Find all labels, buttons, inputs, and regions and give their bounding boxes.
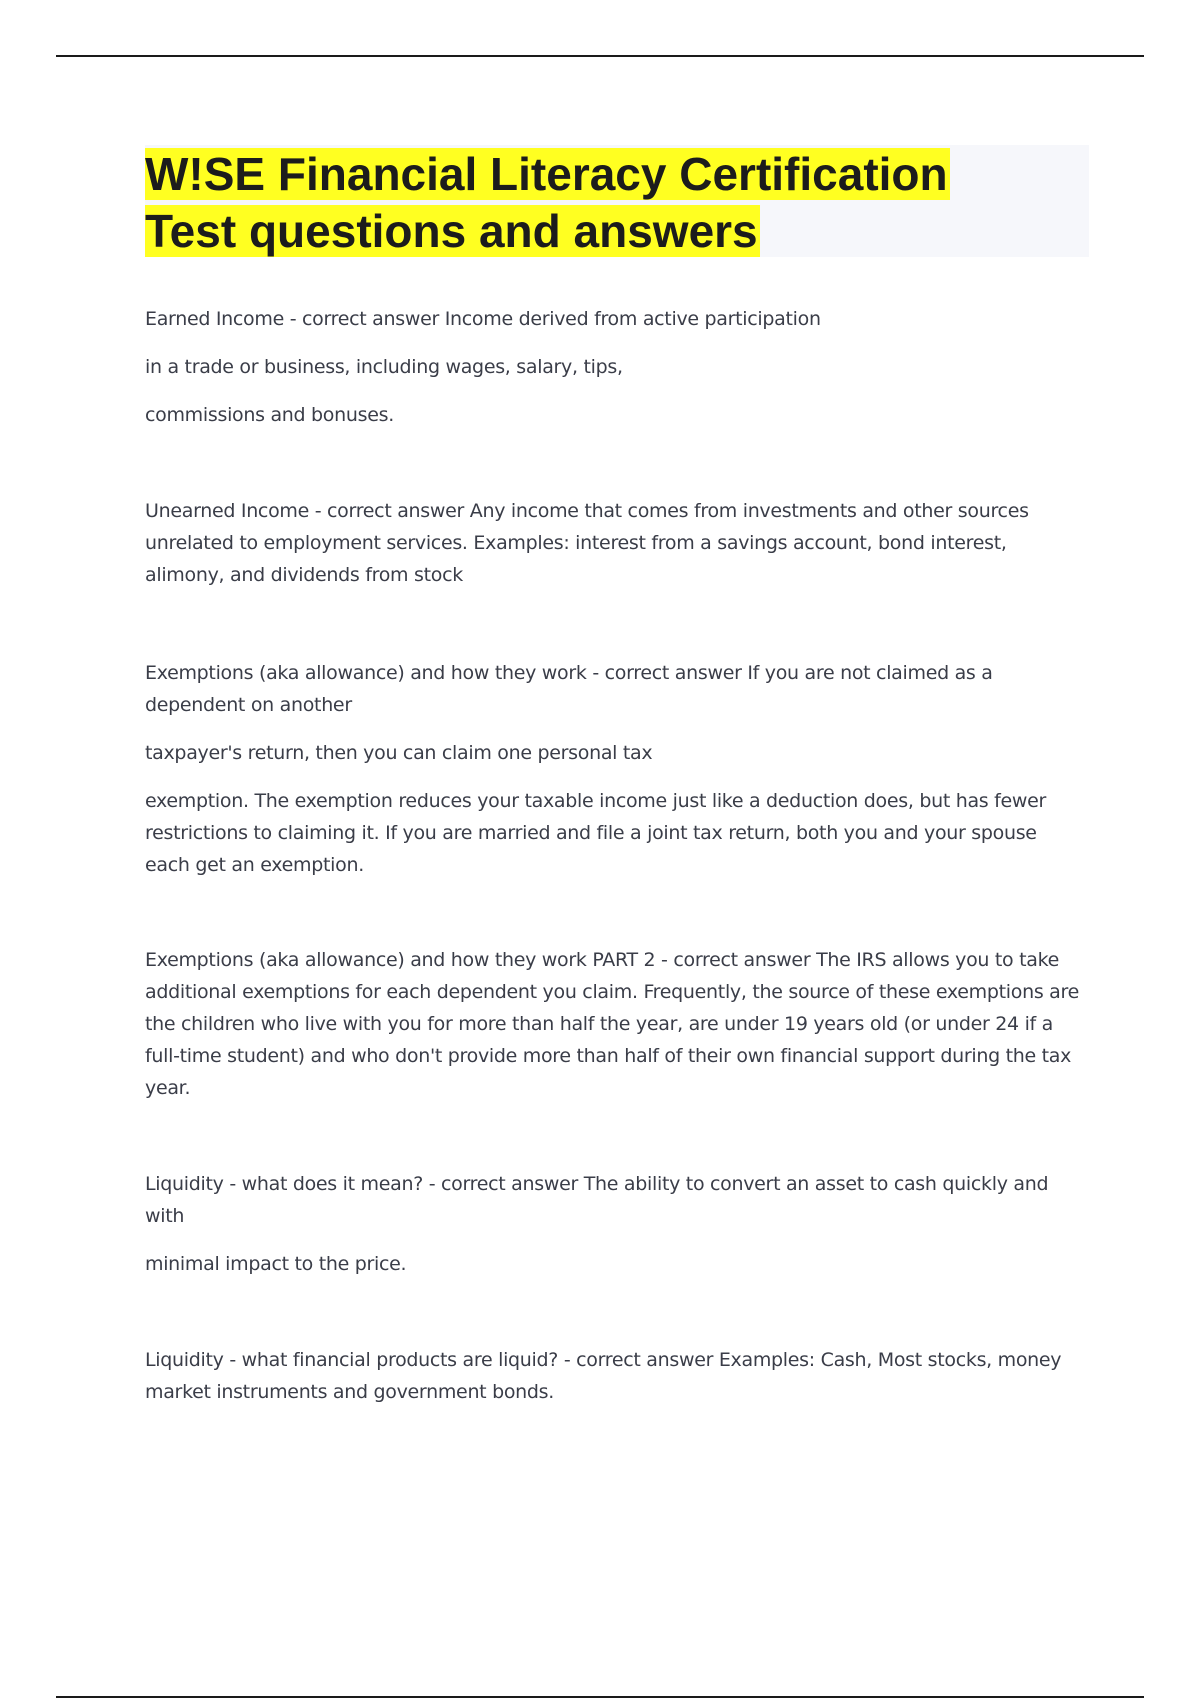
entry-paragraph: taxpayer's return, then you can claim one personal tax xyxy=(145,742,653,764)
entry-paragraph: Unearned Income - correct answer Any income that comes from investments and other sources unrelated to employment services. Examples: interest from a savings account, bond interest, alimony, and dividends from stock xyxy=(145,500,1029,586)
entry-paragraph: Exemptions (aka allowance) and how they work PART 2 - correct answer The IRS allows you to take additional exemptions for each dependent you claim. Frequently, the source of these exemptions are the children who live with you for more than half the year, are under 19 years old (or under 24 if a full-time student) and who don't provide more than half of their own financial support during the tax year. xyxy=(145,949,1080,1099)
entry-liquidity-products xyxy=(145,1344,1085,1408)
entry-paragraph: Liquidity - what financial products are liquid? - correct answer Examples: Cash, Most stocks, money market instruments and government bonds. xyxy=(145,1349,1062,1403)
entry-paragraph: Earned Income - correct answer Income derived from active participation xyxy=(145,308,821,330)
entry-paragraph: Exemptions (aka allowance) and how they work - correct answer If you are not claimed as a dependent on another xyxy=(145,662,993,716)
entry-exemptions-part-2 xyxy=(145,944,1085,1104)
title-line-1: W!SE Financial Literacy Certification xyxy=(145,148,948,200)
page-title xyxy=(145,146,1045,260)
entry-exemptions xyxy=(145,657,1085,881)
entry-liquidity-meaning xyxy=(145,1168,1085,1280)
entry-paragraph: in a trade or business, including wages, salary, tips, xyxy=(145,356,623,378)
entry-paragraph: exemption. The exemption reduces your taxable income just like a deduction does, but has fewer restrictions to claiming it. If you are married and file a joint tax return, both you and your spouse each get an exemption. xyxy=(145,790,1047,876)
entry-earned-income xyxy=(145,303,1085,431)
bottom-rule xyxy=(56,1696,1144,1698)
entry-paragraph: Liquidity - what does it mean? - correct answer The ability to convert an asset to cash quickly and with xyxy=(145,1173,1049,1227)
entry-unearned-income xyxy=(145,495,1085,591)
entry-paragraph: commissions and bonuses. xyxy=(145,404,394,426)
entry-paragraph: minimal impact to the price. xyxy=(145,1253,407,1275)
title-line-2: Test questions and answers xyxy=(145,205,758,257)
top-rule xyxy=(56,55,1144,57)
